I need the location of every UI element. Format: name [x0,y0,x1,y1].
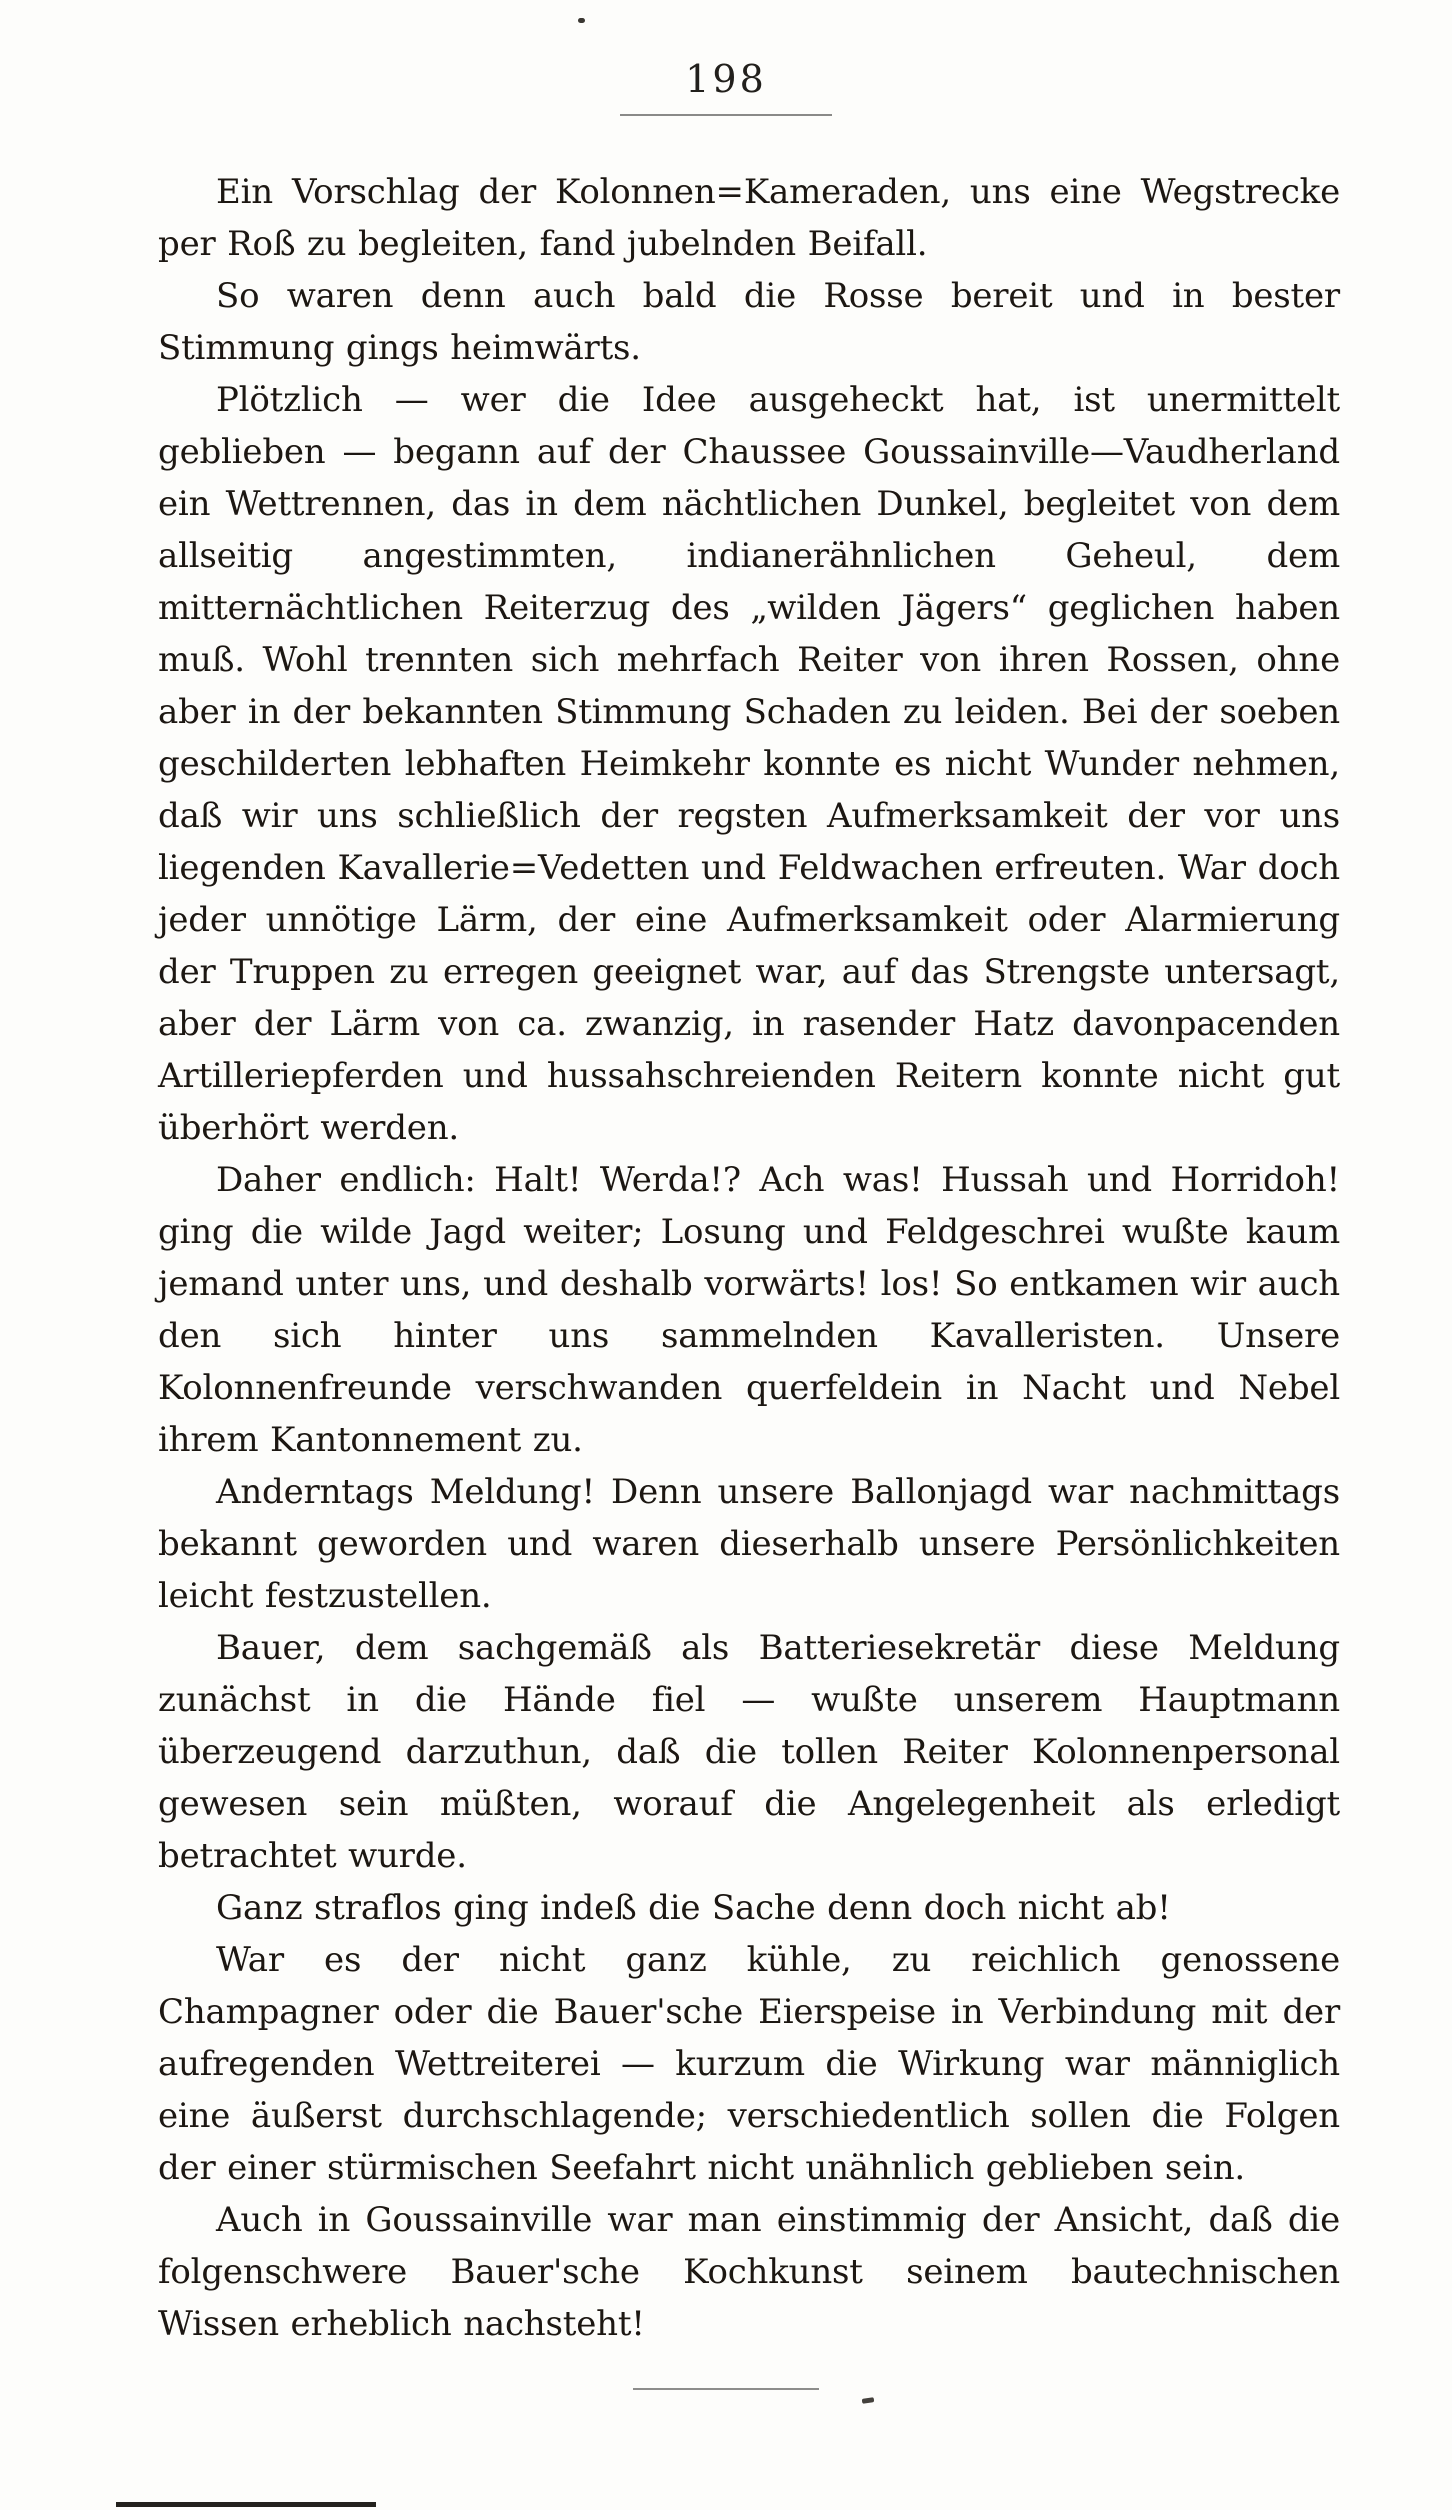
paragraph-8: War es der nicht ganz kühle, zu reichlich genossene Champagner oder die Bauer'sche Eierspeise in Verbindung mit der aufregenden Wettreiterei — kurzum die Wirkung war männiglich eine äußerst durchschlagende; verschiedentlich sollen die Folgen der einer stürmischen Seefahrt nicht unähnlich geblieben sein. [158,1940,1340,2188]
page-header [0,56,1452,116]
page-number: 198 [685,57,767,101]
paragraph-9: Auch in Goussainville war man einstimmig der Ansicht, daß die folgenschwere Bauer'sche Kochkunst seinem bautechnischen Wissen erheblich nachsteht! [158,2200,1340,2344]
paragraph-2: So waren denn auch bald die Rosse bereit und in bester Stimmung gings heimwärts. [158,276,1340,368]
paragraph-1: Ein Vorschlag der Kolonnen=Kameraden, uns eine Wegstrecke per Roß zu begleiten, fand jubelnden Beifall. [158,172,1340,264]
scan-artifact-bottom-edge [116,2502,376,2507]
paragraph-6: Bauer, dem sachgemäß als Batteriesekretär diese Meldung zunächst in die Hände fiel — wußte unserem Hauptmann überzeugend darzuthun, daß die tollen Reiter Kolonnenpersonal gewesen sein müßten, worauf die Angelegenheit als erledigt betrachtet wurde. [158,1628,1340,1876]
scan-artifact-top-dot [578,18,585,23]
footer-rule [633,2388,819,2390]
scan-artifact-bottom-right [862,2397,875,2404]
paragraph-4: Daher endlich: Halt! Werda!? Ach was! Hussah und Horridoh! ging die wilde Jagd weiter; Losung und Feldgeschrei wußte kaum jemand unter uns, und deshalb vorwärts! los! So entkamen wir auch den sich hinter uns sammelnden Kavalleristen. Unsere Kolonnenfreunde verschwanden querfeldein in Nacht und Nebel ihrem Kantonnement zu. [158,1160,1340,1460]
paragraph-3: Plötzlich — wer die Idee ausgeheckt hat, ist unermittelt geblieben — begann auf der Chaussee Goussainville—Vaudherland ein Wettrennen, das in dem nächtlichen Dunkel, begleitet von dem allseitig angestimmten, indianerähnlichen Geheul, dem mitternächtlichen Reiterzug des „wilden Jägers“ geglichen haben muß. Wohl trennten sich mehrfach Reiter von ihren Rossen, ohne aber in der bekannten Stimmung Schaden zu leiden. Bei der soeben geschilderten lebhaften Heimkehr konnte es nicht Wunder nehmen, daß wir uns schließlich der regsten Aufmerksamkeit der vor uns liegenden Kavallerie=Vedetten und Feldwachen erfreuten. War doch jeder unnötige Lärm, der eine Aufmerksamkeit oder Alarmierung der Truppen zu erregen geeignet war, auf das Strengste untersagt, aber der Lärm von ca. zwanzig, in rasender Hatz davonpacenden Artilleriepferden und hussahschreienden Reitern konnte nicht gut überhört werden. [158,380,1340,1148]
page-text [158,166,1340,2350]
header-rule [620,114,832,116]
paragraph-5: Anderntags Meldung! Denn unsere Ballonjagd war nachmittags bekannt geworden und waren dieserhalb unsere Persönlichkeiten leicht festzustellen. [158,1472,1340,1616]
paragraph-7: Ganz straflos ging indeß die Sache denn doch nicht ab! [216,1888,1171,1928]
